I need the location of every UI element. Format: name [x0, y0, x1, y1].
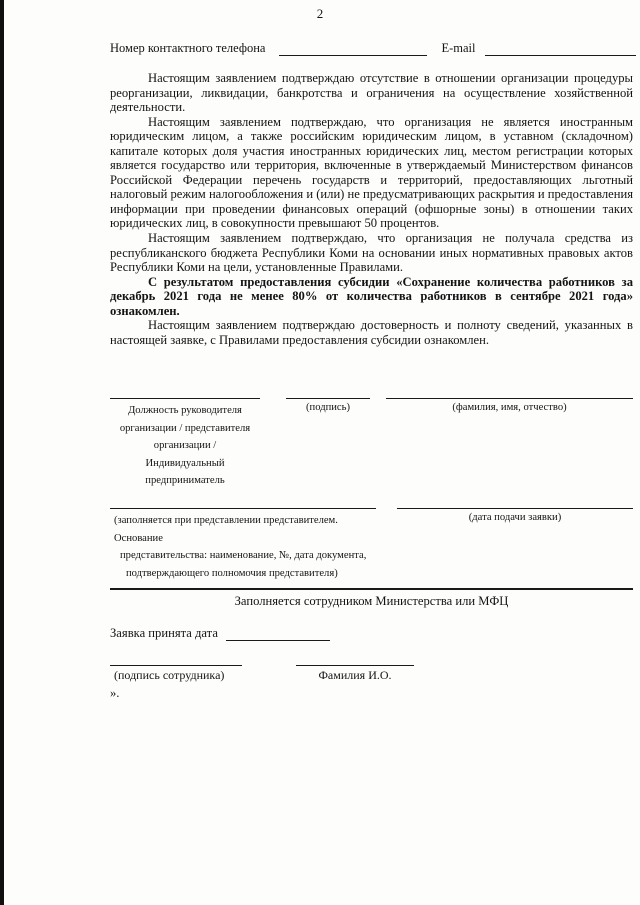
spacer — [370, 398, 386, 490]
representative-note-line: (заполняется при представлении представителем. Основание — [114, 515, 338, 544]
scan-edge-artifact — [0, 0, 4, 905]
contact-row — [110, 41, 636, 56]
paragraph-no-reorganization: Настоящим заявлением подтверждаю отсутствие в отношении организации процедуры реорганизации, ликвидации, банкротства и ограничения на осуществление хозяйственной деятельности. — [110, 71, 633, 115]
position-label-line: организации / представителя — [119, 422, 251, 434]
paragraph-subsidy-result: С результатом предоставления субсидии «Сохранение количества работников за декабрь 2021 года не менее 80% от количества работников в сентябре 2021 года» ознакомлен. — [110, 274, 633, 318]
spacer — [260, 398, 286, 490]
email-blank-line — [485, 41, 636, 56]
employee-name-caption: Фамилия И.О. — [296, 665, 414, 683]
position-label-line: Должность руководителя — [128, 405, 242, 416]
closing-quote-mark: ». — [110, 686, 120, 700]
ministry-section-title: Заполняется сотрудником Министерства или МФЦ — [234, 594, 509, 608]
page-number: 2 — [316, 6, 324, 21]
application-accepted-row — [110, 626, 330, 641]
accepted-date-blank-line — [226, 626, 330, 641]
representative-note — [110, 508, 376, 582]
phone-blank-line — [279, 41, 427, 56]
paragraph-data-accuracy: Настоящим заявлением подтверждаю достоверность и полноту сведений, указанных в настоящей заявке, с Правилами предоставления субсидии ознакомлен. — [110, 318, 633, 347]
spacer — [242, 665, 296, 683]
section-divider — [110, 588, 633, 590]
paragraph-not-foreign-entity: Настоящим заявлением подтверждаю, что организация не является иностранным юридическим лицом, а также российским юридическим лицом, в уставном (складочном) капитале которых доля участия иностранных юридических лиц, местом регистрации которых является государство или территория, включенные в утверждаемый Министерством финансов Российской Федерации перечень государств и территорий, предоставляющих льготный налоговый режим налогообложения и (или) не предусматривающих раскрытия и предоставления информации при проведении финансовых операций (офшорные зоны) в отношении таких юридических лиц, в совокупности превышают 50 процентов. — [110, 114, 633, 231]
statement-paragraphs — [110, 71, 633, 347]
paragraph-no-other-budget-funds: Настоящим заявлением подтверждаю, что организация не получала средства из республиканского бюджета Республики Коми на основании иных нормативных правовых актов Республики Коми на цели, установленные Правилами. — [110, 231, 633, 275]
phone-label: Номер контактного телефона — [110, 41, 266, 55]
signature-caption: (подпись) — [286, 398, 370, 490]
employee-signature-row — [110, 665, 633, 683]
representative-note-line: представительства: наименование, №, дата документа, — [120, 550, 367, 561]
position-signature-line — [110, 398, 260, 490]
position-label-line: организации / — [153, 440, 217, 451]
application-accepted-label: Заявка принята дата — [110, 626, 218, 640]
email-label: E-mail — [441, 41, 476, 55]
representative-note-line: подтверждающего полномочия представителя) — [126, 567, 338, 579]
full-name-caption: (фамилия, имя, отчество) — [386, 398, 633, 490]
employee-signature-caption: (подпись сотрудника) — [110, 665, 242, 683]
spacer — [376, 508, 397, 582]
representative-row — [110, 508, 633, 582]
application-date-caption: (дата подачи заявки) — [397, 508, 633, 582]
position-label-line: Индивидуальный предприниматель — [145, 457, 225, 486]
signature-row — [110, 398, 633, 490]
